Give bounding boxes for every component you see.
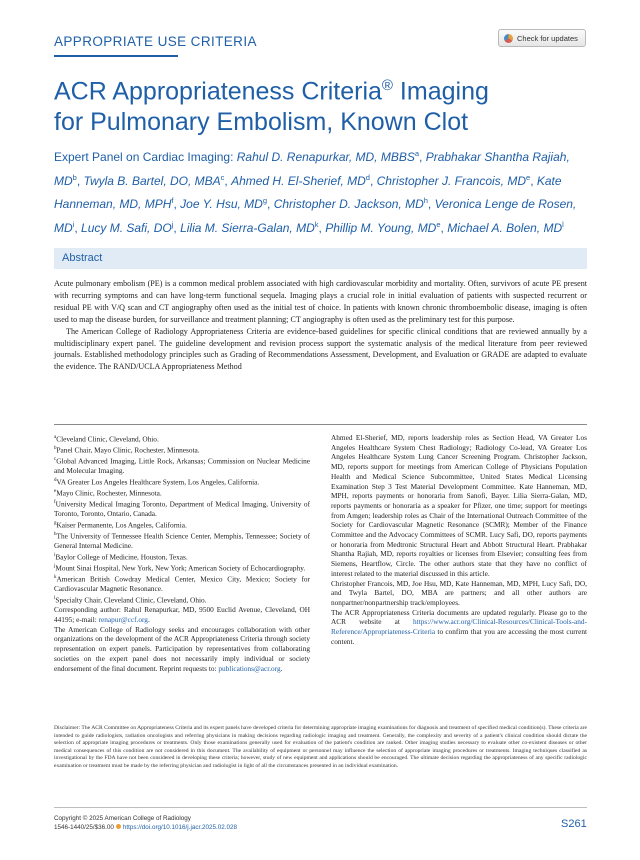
affiliation-item xyxy=(54,498,310,519)
copyright-line: Copyright © 2025 American College of Radiology xyxy=(54,815,191,822)
disclosure-text: Ahmed El-Sherief, MD, reports leadership roles as Section Head, VA Greater Los Angeles Healthcare System Chest Radiology; Radiology Co-lead, VA Greater Los Angeles Healthcare System Lung Cancer Screening Program. Christopher Jackson, MD, reports support for meetings from American College of Physicians Population Health and Medical Science Subcommittee, United States Medical Licensing Examination Step 3 Test Material Development Committee. Kate Hanneman, MD, MPH, reports payments or honoraria from Sanofi, Bayer. Lilia Sierra-Galan, MD, reports payments or honoraria as a speaker for Pfizer, one time; support for meetings from Amgen; leadership roles as Chair of the International Outreach Committee of the Society for Cardiovascular Magnetic Resonance (SCMR); Member of the Finance Committee and the Advocacy Committees of SCMR. Lucy Safi, DO, reports payments or honoraria from Medtronic Structural Heart and Abbott Structural Heart. Prabhakar Shantha Rajiah, MD, reports royalties or licenses from Elsevier; consulting fees from Siemens, Heartflow, Circle. The other authors state that they have no conflict of interest related to the material discussed in this article. xyxy=(331,433,587,578)
affiliation-marker: i xyxy=(54,553,56,559)
affiliation-marker: a xyxy=(414,149,420,158)
issn-doi-line xyxy=(54,823,237,832)
affiliation-text: Specialty Chair, Cleveland Clinic, Cleveland, Ohio. xyxy=(55,595,207,605)
affiliation-marker: g xyxy=(262,196,268,205)
affiliation-marker: i xyxy=(72,219,75,229)
author-name[interactable]: Kate Hanneman, MD, MPH xyxy=(54,173,562,211)
footer-divider xyxy=(54,807,587,808)
author-name[interactable]: Christopher D. Jackson, MD xyxy=(273,197,424,211)
abstract-paragraph: Acute pulmonary embolism (PE) is a common medical problem associated with high cardiovascular morbidity and mortality. Often, survivors of acute PE present with recurring symptoms and can have long-term functional sequela. Imaging plays a crucial role in initial evaluation of patients with suspected recurrent or residual PE with V/Q scan and CT angiography often used as the initial test of choice. In patients with known chronic thromboembolic disease, imaging is often used to map the disease burden, for surveillance and treatment planning; CT angiography is often used as the preliminary test for this purpose. xyxy=(54,279,587,324)
affiliation-text: Panel Chair, Mayo Clinic, Rochester, Minnesota. xyxy=(56,445,200,455)
affiliation-item xyxy=(54,444,310,455)
affiliation-text: University Medical Imaging Toronto, Department of Medical Imaging, University of Toronto, Toronto, Ontario, Canada. xyxy=(54,499,310,519)
check-for-updates-button[interactable] xyxy=(498,29,586,47)
author-name[interactable]: Prabhakar Shantha Rajiah, MD xyxy=(54,150,570,188)
section-divider xyxy=(54,424,587,425)
affiliation-marker: j xyxy=(54,564,56,570)
affiliation-marker: e xyxy=(436,219,441,229)
author-name[interactable]: Lucy M. Safi, DO xyxy=(81,220,172,235)
corresponding-end: . xyxy=(147,615,150,625)
affiliation-list xyxy=(54,433,310,605)
affiliation-text: Global Advanced Imaging, Little Rock, Arkansas; Commission on Nuclear Medicine and Molecular Imaging. xyxy=(54,456,310,476)
issn: 1546-1440/25/$36.00 xyxy=(54,824,114,831)
article-title xyxy=(54,70,594,138)
registered-mark: ® xyxy=(381,77,393,94)
affiliations-column xyxy=(54,433,310,673)
affiliation-marker: e xyxy=(54,489,57,495)
affiliation-marker: a xyxy=(54,435,57,440)
affiliation-marker: l xyxy=(562,219,564,229)
author-name[interactable]: Twyla B. Bartel, DO, MBA xyxy=(83,173,221,188)
section-rule xyxy=(54,55,178,57)
update-text: The ACR Appropriateness Criteria documents are updated regularly. Please go to the ACR website at xyxy=(331,607,587,627)
author-name[interactable]: Joe Y. Hsu, MD xyxy=(180,197,263,211)
acr-website-link[interactable]: https://www.acr.org/Clinical-Resources/Clinical-Tools-and-Reference/Appropriateness-Criteria xyxy=(331,617,587,637)
author-name[interactable]: Lilia M. Sierra-Galan, MD xyxy=(180,220,315,235)
corresponding-author xyxy=(54,605,310,624)
disclaimer: Disclaimer: The ACR Committee on Appropriateness Criteria and its expert panels have developed criteria for determining appropriate imaging examinations for diagnosis and treatment of specified medical condition(s). These criteria are intended to guide radiologists, radiation oncologists and referring physicians in making decisions regarding radiologic imaging and treatment. Generally, the complexity and severity of a patient's clinical condition should dictate the selection of appropriate imaging procedures or treatments. Only those examinations generally used for evaluation of the patient's condition are ranked. Other imaging studies necessary to evaluate other co-existent diseases or other medical consequences of this condition are not considered in this document. The availability of equipment or personnel may influence the selection of appropriate imaging procedures or treatments. Imaging techniques classified as investigational by the FDA have not been considered in developing these criteria; however, study of new equipment and applications should be encouraged. The ultimate decision regarding the appropriateness of any specific radiologic examination or treatment must be made by the referring physician and radiologist in light of all the circumstances presented in an individual examination. xyxy=(54,725,587,769)
affiliation-marker: f xyxy=(54,500,56,506)
open-access-icon xyxy=(116,824,121,829)
affiliation-marker: g xyxy=(54,521,57,527)
author-name[interactable]: Veronica Lenge de Rosen, MD xyxy=(54,197,577,235)
affiliation-item xyxy=(54,519,310,530)
affiliation-marker: d xyxy=(54,478,57,484)
author-name[interactable]: Michael A. Bolen, MD xyxy=(447,220,563,235)
acr-collaboration-text: The American College of Radiology seeks and encourages collaboration with other organizations on the development of the ACR Appropriateness Criteria through society representation on expert panels. Participation by representatives from collaborating societies on the expert panel does not necessarily imply individual or society endorsement of the final document. Reprint requests to: xyxy=(54,624,310,673)
affiliation-marker: j xyxy=(171,219,174,229)
author-name[interactable]: Phillip M. Young, MD xyxy=(325,220,437,235)
check-for-updates-label: Check for updates xyxy=(517,33,578,43)
affiliation-marker: d xyxy=(365,172,370,182)
author-name[interactable]: Ahmed H. El-Sherief, MD xyxy=(231,173,366,188)
affiliation-item xyxy=(54,455,310,476)
affiliation-text: The University of Tennessee Health Science Center, Memphis, Tennessee; Society of General Internal Medicine. xyxy=(54,531,310,551)
affiliation-item xyxy=(54,530,310,551)
author-name[interactable]: Rahul D. Renapurkar, MD, MBBS xyxy=(236,150,415,164)
update-end: to confirm that you are accessing the most current content. xyxy=(331,627,587,646)
partner-status-text: Christopher Francois, MD, Joe Hsu, MD, Kate Hanneman, MD, MPH, Lucy Safi, DO, and Twyla Bartel, DO, MBA are partners; and all other authors are nonpartner/nonpartnership track/employees. xyxy=(331,578,587,607)
affiliation-marker: c xyxy=(54,457,57,463)
affiliation-item xyxy=(54,433,310,444)
affiliation-item xyxy=(54,562,310,573)
affiliation-text: Cleveland Clinic, Cleveland, Ohio. xyxy=(56,434,159,444)
affiliation-text: Mayo Clinic, Rochester, Minnesota. xyxy=(56,488,162,498)
abstract-heading-bar xyxy=(54,248,587,269)
section-label: APPROPRIATE USE CRITERIA xyxy=(54,34,257,49)
affiliation-text: Baylor College of Medicine, Houston, Texas. xyxy=(55,552,188,562)
affiliation-marker: l xyxy=(54,596,56,602)
affiliation-item xyxy=(54,487,310,498)
affiliation-marker: h xyxy=(54,532,57,538)
author-name[interactable]: Christopher J. Francois, MD xyxy=(376,173,527,188)
affiliation-item xyxy=(54,551,310,562)
corresponding-email-link[interactable]: renapur@ccf.org xyxy=(98,615,148,625)
title-line2: for Pulmonary Embolism, Known Clot xyxy=(54,108,469,137)
affiliation-marker: b xyxy=(72,172,77,182)
panel-name: Expert Panel on Cardiac Imaging: xyxy=(54,150,237,164)
crossmark-icon xyxy=(504,34,513,43)
corresponding-text: Corresponding author: Rahul Renapurkar, MD, 9500 Euclid Avenue, Cleveland, OH 44195; e-mail: xyxy=(54,605,310,625)
affiliation-marker: b xyxy=(54,446,57,452)
reprint-email-link[interactable]: publications@acr.org xyxy=(218,663,281,673)
author-list: Expert Panel on Cardiac Imaging: Rahul D. Renapurkar, MD, MBBS$^a$, Prabhakar Shantha Rajiah, $MD^b$, Twyla B. Bartel, DO, MBA$^c$, Ahmed H. El-Sherief, $MD^d$, Christopher J. Francois, MDe, Kate Hanneman, MD, MPH$^f$, Joe Y. Hsu, $MD^g$, Christopher D. Jackson, $MD^h$, Veronica Lenge de Rosen, $MD^i$, Lucy M. Safi, $DO^j$, Lilia M. Sierra-Galan, $MD^k$, Phillip M. Young, MDe, Michael A. Bolen, $MD^l$ xyxy=(54,149,577,235)
page-number: S261 xyxy=(561,818,587,830)
affiliation-item xyxy=(54,476,310,487)
disclosures-column xyxy=(331,433,587,646)
footer xyxy=(54,814,237,832)
affiliation-marker: k xyxy=(314,219,319,229)
affiliation-item xyxy=(54,573,310,594)
affiliation-text: American British Cowdray Medical Center, Mexico City, Mexico; Society for Cardiovascular Magnetic Resonance. xyxy=(54,574,310,594)
update-notice xyxy=(331,608,587,647)
acr-collaboration-note xyxy=(54,625,310,674)
abstract-heading: Abstract xyxy=(62,252,103,264)
affiliation-text: Kaiser Permanente, Los Angeles, California. xyxy=(56,520,187,530)
affiliation-text: VA Greater Los Angeles Healthcare System, Los Angeles, California. xyxy=(56,477,260,487)
abstract-paragraph: The American College of Radiology Appropriateness Criteria are evidence-based guidelines for specific clinical conditions that are reviewed annually by a multidisciplinary expert panel. The guideline development and revision process support the systematic analysis of the medical literature from peer reviewed journals. Established methodology principles such as Grading of Recommendations Assessment, Development, and Evaluation or GRADE are adapted to evaluate the evidence. The RAND/UCLA Appropriateness Method xyxy=(54,326,587,372)
doi-link[interactable]: https://doi.org/10.1016/j.jacr.2025.02.028 xyxy=(122,824,238,831)
affiliation-marker: h xyxy=(423,196,428,205)
title-line1-end: Imaging xyxy=(392,77,489,106)
acr-collaboration-end: . xyxy=(280,663,283,673)
affiliation-marker: k xyxy=(54,575,57,581)
affiliation-marker: f xyxy=(171,196,174,205)
affiliation-marker: e xyxy=(526,172,531,182)
affiliation-marker: c xyxy=(220,172,225,182)
affiliation-item xyxy=(54,594,310,605)
title-line1: ACR Appropriateness Criteria xyxy=(54,77,382,106)
affiliation-text: Mount Sinai Hospital, New York, New York; American Society of Echocardiography. xyxy=(55,563,306,573)
abstract-body xyxy=(54,278,587,373)
